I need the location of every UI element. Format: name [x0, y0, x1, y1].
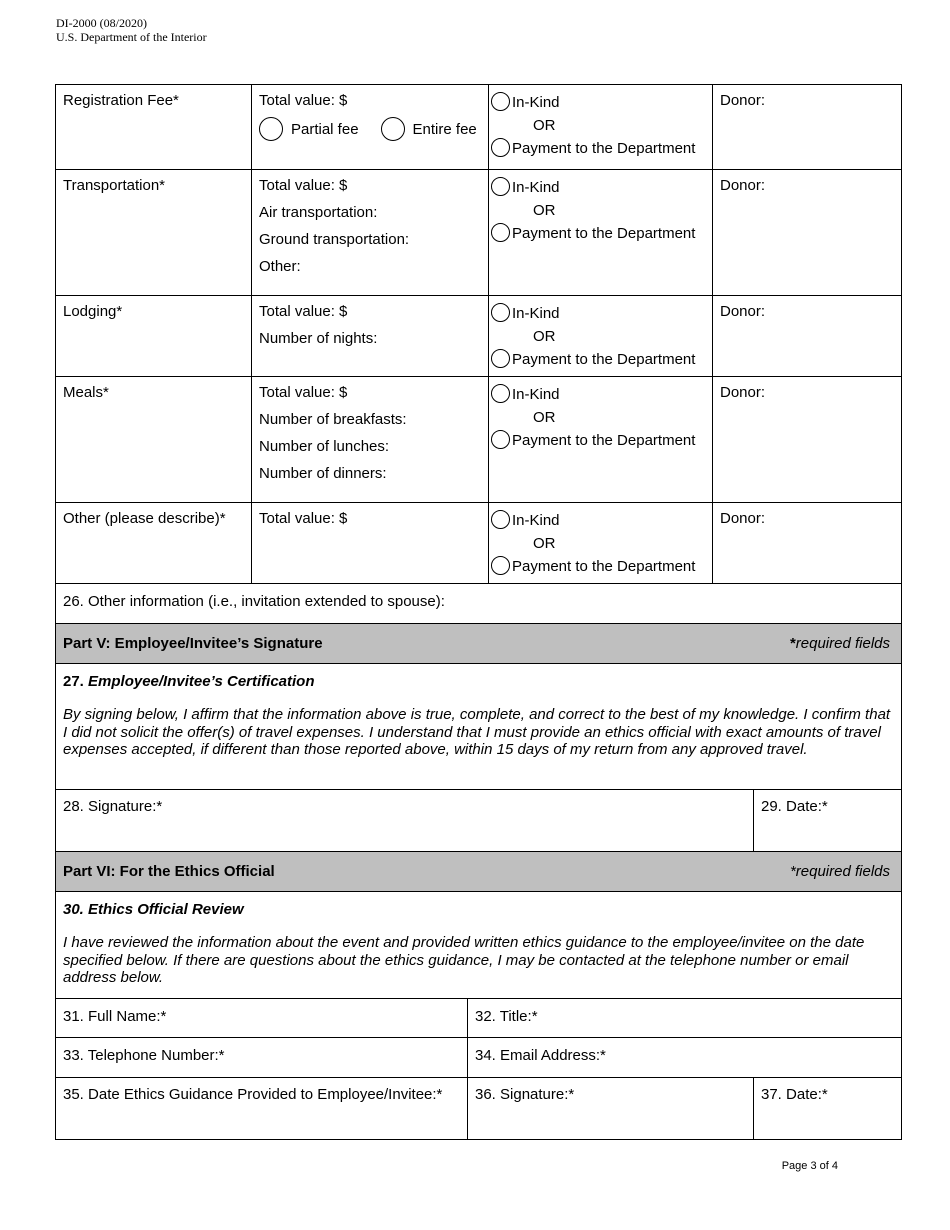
donor-field[interactable]: Donor: — [720, 384, 766, 401]
payment-type-group — [489, 377, 713, 502]
donor-field[interactable]: Donor: — [720, 303, 766, 320]
other-info-field[interactable]: 26. Other information (i.e., invitation extended to spouse): — [63, 593, 445, 610]
expense-label: Transportation* — [56, 170, 252, 295]
required-note: *required fields — [789, 863, 890, 880]
dinners-field[interactable]: Number of dinners: — [259, 465, 387, 482]
employee-signature-field[interactable]: 28. Signature:* — [56, 790, 754, 851]
full-name-field[interactable]: 31. Full Name:* — [56, 999, 468, 1037]
part5-header — [56, 624, 901, 664]
expense-row-meals — [56, 377, 901, 503]
required-note: *required fields — [789, 635, 890, 652]
in-kind-radio[interactable] — [491, 92, 510, 111]
part6-header — [56, 852, 901, 892]
other-transportation-field[interactable]: Other: — [259, 258, 301, 275]
or-label: OR — [533, 408, 556, 426]
entire-fee-label: Entire fee — [412, 121, 477, 138]
payment-label: Payment to the Department — [512, 431, 696, 449]
certification-title: 27. Employee/Invitee’s Certification — [63, 673, 315, 690]
expense-label: Other (please describe)* — [56, 503, 252, 583]
air-transportation-field[interactable]: Air transportation: — [259, 204, 378, 221]
ground-transportation-field[interactable]: Ground transportation: — [259, 231, 410, 248]
part6-title: Part VI: For the Ethics Official — [63, 863, 275, 880]
partial-fee-radio[interactable] — [259, 117, 283, 141]
or-label: OR — [533, 327, 556, 345]
title-field[interactable]: 32. Title:* — [475, 1008, 538, 1025]
payment-label: Payment to the Department — [512, 557, 696, 575]
guidance-date-field[interactable]: 35. Date Ethics Guidance Provided to Employee/Invitee:* — [56, 1078, 468, 1139]
payment-label: Payment to the Department — [512, 139, 696, 157]
ethics-review-text: I have reviewed the information about the event and provided written ethics guidance to the employee/invitee on the date specified below. If there are questions about the ethics guidance, I may be contacted at the telephone number or email address below. — [63, 934, 865, 986]
nights-field[interactable]: Number of nights: — [259, 330, 378, 347]
ethics-review-row — [56, 892, 901, 999]
payment-radio[interactable] — [491, 138, 510, 157]
expense-label: Meals* — [56, 377, 252, 502]
or-label: OR — [533, 201, 556, 219]
expense-label: Lodging* — [56, 296, 252, 376]
payment-type-group — [489, 503, 713, 583]
payment-radio[interactable] — [491, 430, 510, 449]
other-info-row — [56, 584, 901, 624]
ethics-date-field[interactable]: 37. Date:* — [761, 1086, 828, 1103]
certification-row — [56, 664, 901, 790]
contact-row — [56, 1038, 901, 1078]
in-kind-radio[interactable] — [491, 303, 510, 322]
breakfasts-field[interactable]: Number of breakfasts: — [259, 411, 407, 428]
entire-fee-radio[interactable] — [381, 117, 405, 141]
payment-type-group — [489, 170, 713, 295]
email-field[interactable]: 34. Email Address:* — [475, 1047, 606, 1064]
total-value-field[interactable]: Total value: $ — [259, 510, 348, 527]
total-value-field[interactable]: Total value: $ — [259, 177, 348, 194]
partial-fee-label: Partial fee — [291, 121, 359, 138]
form-header — [56, 16, 207, 44]
in-kind-label: In-Kind — [512, 93, 560, 111]
payment-radio[interactable] — [491, 556, 510, 575]
or-label: OR — [533, 116, 556, 134]
expense-row-other — [56, 503, 901, 584]
payment-radio[interactable] — [491, 223, 510, 242]
in-kind-label: In-Kind — [512, 304, 560, 322]
total-value-field[interactable]: Total value: $ — [259, 303, 348, 320]
payment-type-group — [489, 296, 713, 376]
lunches-field[interactable]: Number of lunches: — [259, 438, 390, 455]
or-label: OR — [533, 534, 556, 552]
donor-field[interactable]: Donor: — [720, 92, 766, 109]
form-table — [55, 84, 902, 1140]
in-kind-label: In-Kind — [512, 511, 560, 529]
expense-label: Registration Fee* — [56, 85, 252, 169]
ethics-signature-row — [56, 1078, 901, 1140]
payment-type-group — [489, 85, 713, 169]
part5-title: Part V: Employee/Invitee’s Signature — [63, 635, 323, 652]
in-kind-label: In-Kind — [512, 178, 560, 196]
expense-row-lodging — [56, 296, 901, 377]
expense-row-transportation — [56, 170, 901, 296]
form-id: DI-2000 (08/2020) — [56, 16, 147, 30]
total-value-field[interactable]: Total value: $ — [259, 384, 348, 401]
name-title-row — [56, 999, 901, 1038]
in-kind-radio[interactable] — [491, 384, 510, 403]
expense-row-registration — [56, 85, 901, 170]
signature-row — [56, 790, 901, 852]
donor-field[interactable]: Donor: — [720, 510, 766, 527]
agency-name: U.S. Department of the Interior — [56, 30, 207, 44]
in-kind-label: In-Kind — [512, 385, 560, 403]
payment-label: Payment to the Department — [512, 350, 696, 368]
in-kind-radio[interactable] — [491, 510, 510, 529]
ethics-review-title: 30. Ethics Official Review — [63, 901, 244, 918]
ethics-signature-field[interactable]: 36. Signature:* — [468, 1078, 754, 1139]
employee-date-field[interactable]: 29. Date:* — [761, 798, 828, 815]
payment-label: Payment to the Department — [512, 224, 696, 242]
in-kind-radio[interactable] — [491, 177, 510, 196]
telephone-field[interactable]: 33. Telephone Number:* — [56, 1038, 468, 1077]
total-value-field[interactable]: Total value: $ — [259, 92, 348, 109]
donor-field[interactable]: Donor: — [720, 177, 766, 194]
payment-radio[interactable] — [491, 349, 510, 368]
certification-text: By signing below, I affirm that the information above is true, complete, and correct to the best of my knowledge. I confirm that I did not solicit the offer(s) of travel expenses. I understand that I must provide an ethics official with exact amounts of travel expenses accepted, if different than those reported above, within 15 days of my return from any approved travel. — [63, 706, 891, 758]
page-number: Page 3 of 4 — [781, 1160, 838, 1172]
